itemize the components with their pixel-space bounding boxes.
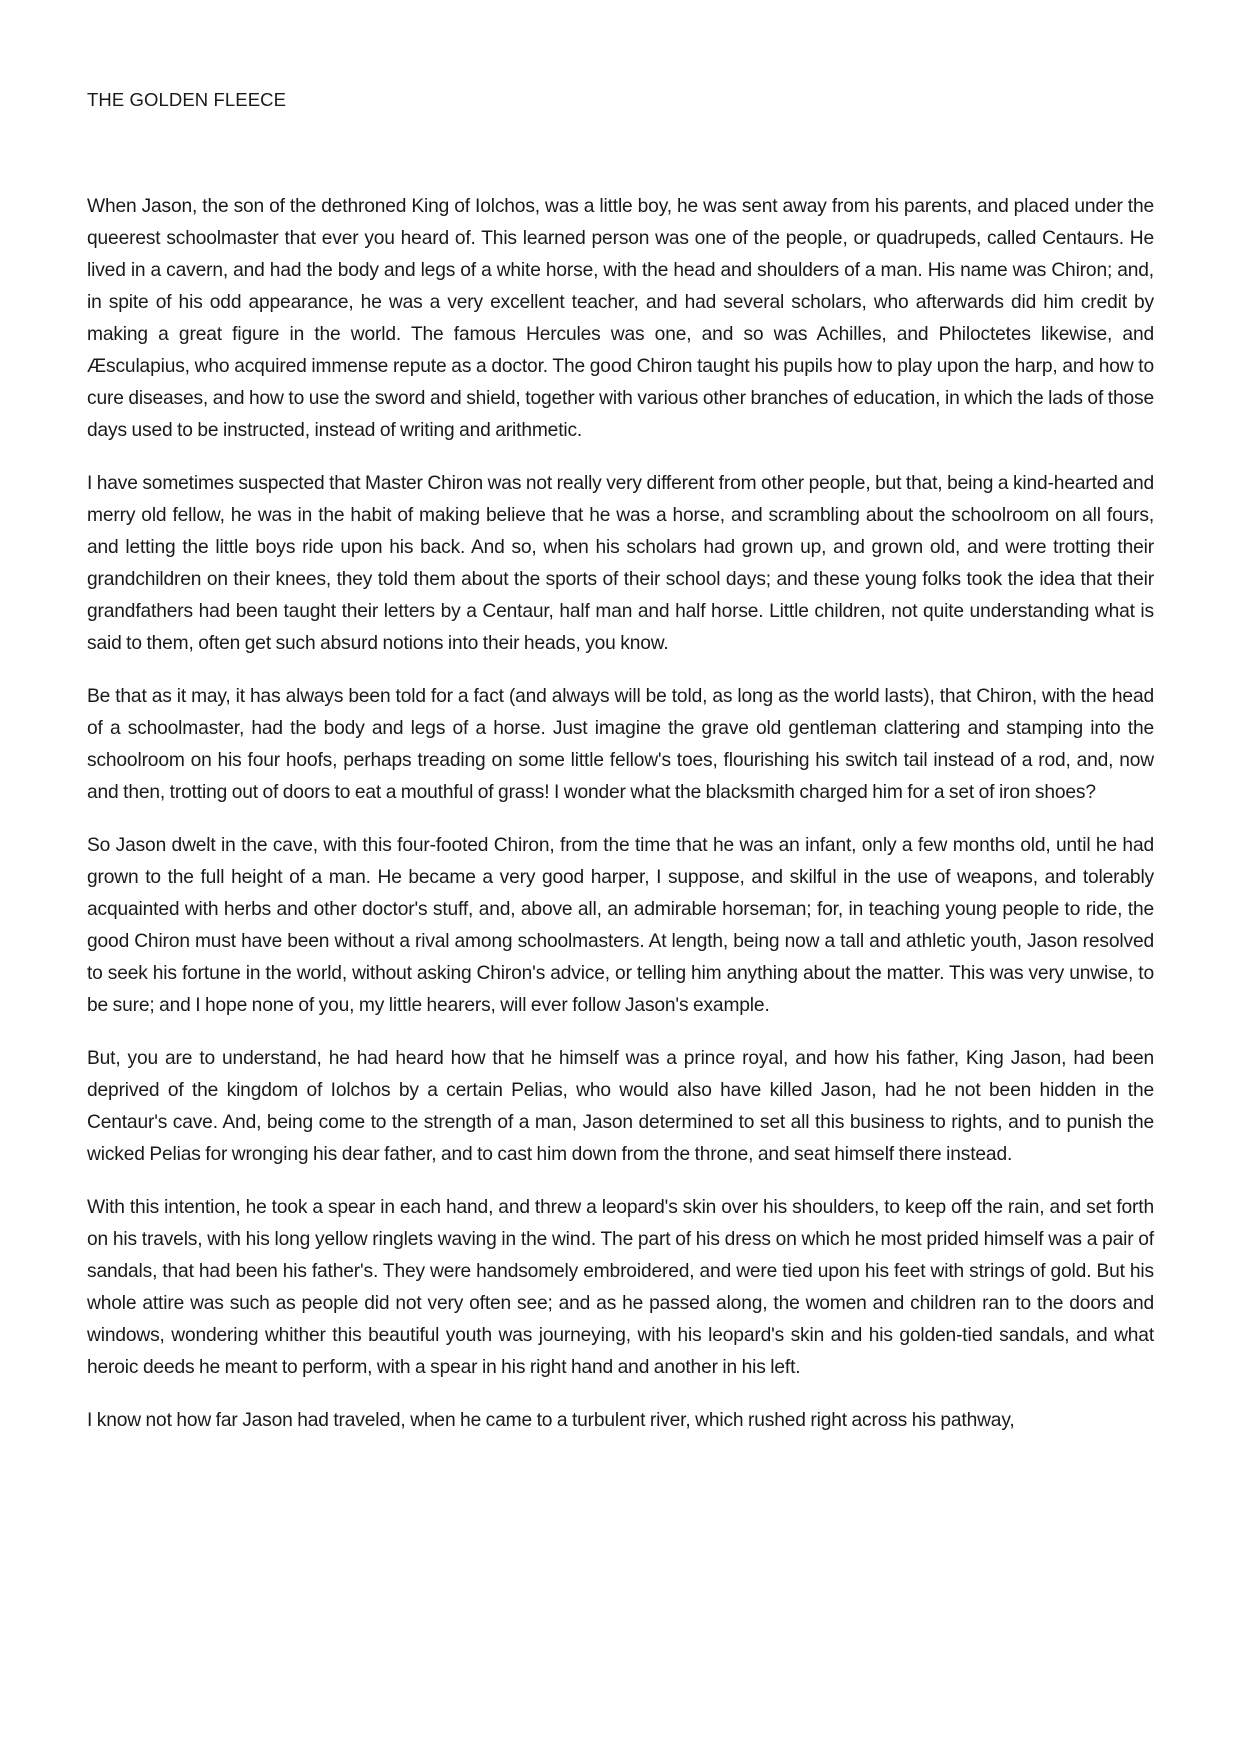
paragraph: With this intention, he took a spear in each hand, and threw a leopard's skin over his shoulders, to keep off the rain, and set forth on his travels, with his long yellow ringlets waving in the wind. The part of his dress on which he most prided himself was a pair of sandals, that had been his father's. They were handsomely embroidered, and were tied upon his feet with strings of gold. But his whole attire was such as people did not very often see; and as he passed along, the women and children ran to the doors and windows, wondering whither this beautiful youth was journeying, with his leopard's skin and his golden-tied sandals, and what heroic deeds he meant to perform, with a spear in his right hand and another in his left. [87,1197,1154,1378]
paragraph: When Jason, the son of the dethroned King of Iolchos, was a little boy, he was sent away from his parents, and placed under the queerest schoolmaster that ever you heard of. This learned person was one of the people, or quadrupeds, called Centaurs. He lived in a cavern, and had the body and legs of a white horse, with the head and shoulders of a man. His name was Chiron; and, in spite of his odd appearance, he was a very excellent teacher, and had several scholars, who afterwards did him credit by making a great figure in the world. The famous Hercules was one, and so was Achilles, and Philoctetes likewise, and Æsculapius, who acquired immense repute as a doctor. The good Chiron taught his pupils how to play upon the harp, and how to cure diseases, and how to use the sword and shield, together with various other branches of education, in which the lads of those days used to be instructed, instead of writing and arithmetic. [87,196,1154,441]
paragraph: I have sometimes suspected that Master Chiron was not really very different from other people, but that, being a kind-hearted and merry old fellow, he was in the habit of making believe that he was a horse, and scrambling about the schoolroom on all fours, and letting the little boys ride upon his back. And so, when his scholars had grown up, and grown old, and were trotting their grandchildren on their knees, they told them about the sports of their school days; and these young folks took the idea that their grandfathers had been taught their letters by a Centaur, half man and half horse. Little children, not quite understanding what is said to them, often get such absurd notions into their heads, you know. [87,473,1154,654]
paragraph: But, you are to understand, he had heard how that he himself was a prince royal, and how his father, King Jason, had been deprived of the kingdom of Iolchos by a certain Pelias, who would also have killed Jason, had he not been hidden in the Centaur's cave. And, being come to the strength of a man, Jason determined to set all this business to rights, and to punish the wicked Pelias for wronging his dear father, and to cast him down from the throne, and seat himself there instead. [87,1048,1154,1165]
document-body [87,191,1154,1458]
document-title: THE GOLDEN FLEECE [87,89,287,110]
paragraph: I know not how far Jason had traveled, when he came to a turbulent river, which rushed right across his pathway, [87,1410,1015,1431]
paragraph: Be that as it may, it has always been told for a fact (and always will be told, as long as the world lasts), that Chiron, with the head of a schoolmaster, had the body and legs of a horse. Just imagine the grave old gentleman clattering and stamping into the schoolroom on his four hoofs, perhaps treading on some little fellow's toes, flourishing his switch tail instead of a rod, and, now and then, trotting out of doors to eat a mouthful of grass! I wonder what the blacksmith charged him for a set of iron shoes? [87,686,1154,803]
paragraph: So Jason dwelt in the cave, with this four-footed Chiron, from the time that he was an infant, only a few months old, until he had grown to the full height of a man. He became a very good harper, I suppose, and skilful in the use of weapons, and tolerably acquainted with herbs and other doctor's stuff, and, above all, an admirable horseman; for, in teaching young people to ride, the good Chiron must have been without a rival among schoolmasters. At length, being now a tall and athletic youth, Jason resolved to seek his fortune in the world, without asking Chiron's advice, or telling him anything about the matter. This was very unwise, to be sure; and I hope none of you, my little hearers, will ever follow Jason's example. [87,835,1154,1016]
